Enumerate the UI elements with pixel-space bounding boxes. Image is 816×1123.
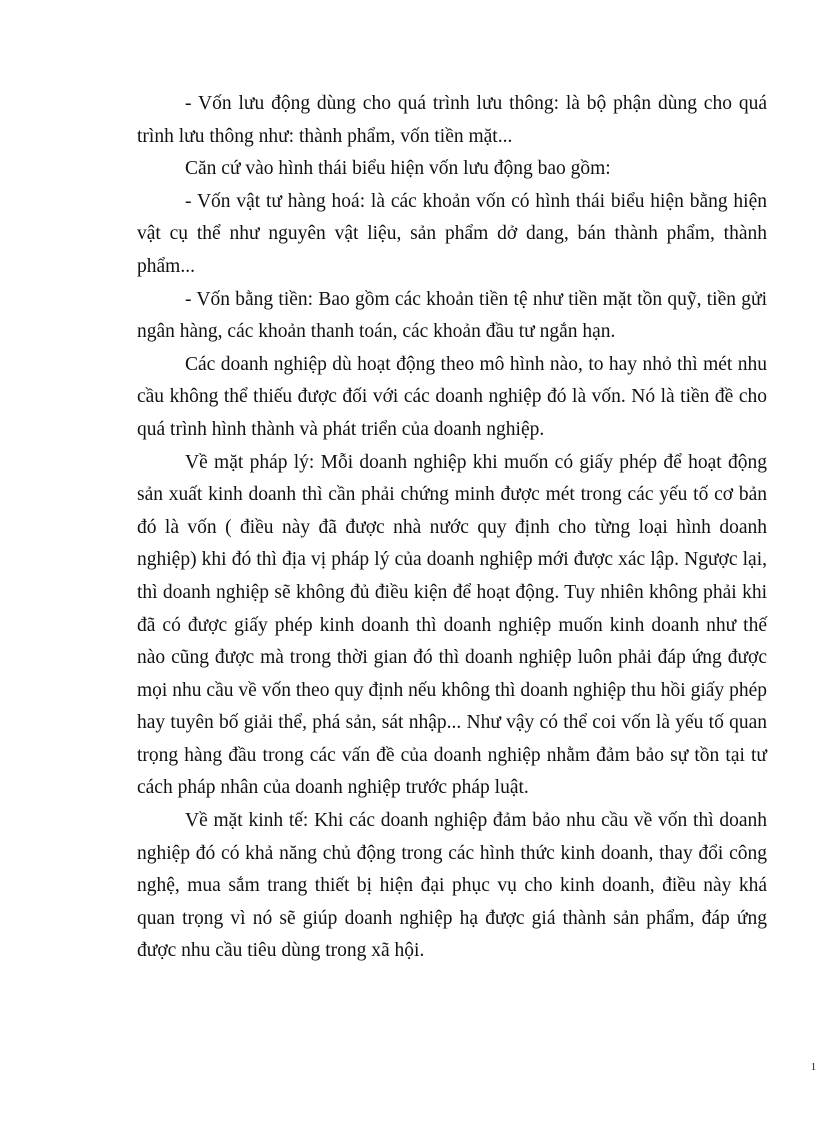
- paragraph-capital-need: Các doanh nghiệp dù hoạt động theo mô hình nào, to hay nhỏ thì mét nhu cầu không thể thiếu được đối với các doanh nghiệp đó là vốn. Nó là tiền đề cho quá trình hình thành và phát triển của doanh nghiệp.: [137, 353, 767, 440]
- document-body: [137, 88, 767, 968]
- page-number: 1: [811, 1062, 816, 1073]
- paragraph-classification-basis: Căn cứ vào hình thái biểu hiện vốn lưu động bao gồm:: [185, 158, 611, 180]
- paragraph-working-capital-circulation: - Vốn lưu động dùng cho quá trình lưu thông: là bộ phận dùng cho quá trình lưu thông như: thành phẩm, vốn tiền mặt...: [137, 93, 767, 147]
- paragraph-legal-aspect: Về mặt pháp lý: Mỗi doanh nghiệp khi muốn có giấy phép để hoạt động sản xuất kinh doanh thì cần phải chứng minh được mét trong các yếu tố cơ bản đó là vốn ( điều này đã được nhà nước quy định cho từng loại hình doanh nghiệp) khi đó thì địa vị pháp lý của doanh nghiệp mới được xác lập. Ngược lại, thì doanh nghiệp sẽ không đủ điều kiện để hoạt động. Tuy nhiên không phải khi đã có được giấy phép kinh doanh thì doanh nghiệp muốn kinh doanh như thế nào cũng được mà trong thời gian đó thì doanh nghiệp luôn phải đáp ứng được mọi nhu cầu về vốn theo quy định nếu không thì doanh nghiệp thu hồi giấy phép hay tuyên bố giải thể, phá sản, sát nhập... Như vậy có thể coi vốn là yếu tố quan trọng hàng đầu trong các vấn đề của doanh nghiệp nhằm đảm bảo sự tồn tại tư cách pháp nhân của doanh nghiệp trước pháp luật.: [137, 451, 767, 799]
- paragraph-cash-capital: - Vốn bằng tiền: Bao gồm các khoản tiền tệ như tiền mặt tồn quỹ, tiền gửi ngân hàng, các khoản thanh toán, các khoản đầu tư ngắn hạn.: [137, 288, 767, 343]
- paragraph-materials-goods-capital: - Vốn vật tư hàng hoá: là các khoản vốn có hình thái biểu hiện bằng hiện vật cụ thể như nguyên vật liệu, sản phẩm dở dang, bán thành phẩm, thành phẩm...: [137, 190, 767, 277]
- paragraph-economic-aspect: Về mặt kinh tế: Khi các doanh nghiệp đảm bảo nhu cầu về vốn thì doanh nghiệp đó có khả năng chủ động trong các hình thức kinh doanh, thay đổi công nghệ, mua sắm trang thiết bị hiện đại phục vụ cho kinh doanh, điều này khá quan trọng vì nó sẽ giúp doanh nghiệp hạ được giá thành sản phẩm, đáp ứng được nhu cầu tiêu dùng trong xã hội.: [137, 810, 767, 962]
